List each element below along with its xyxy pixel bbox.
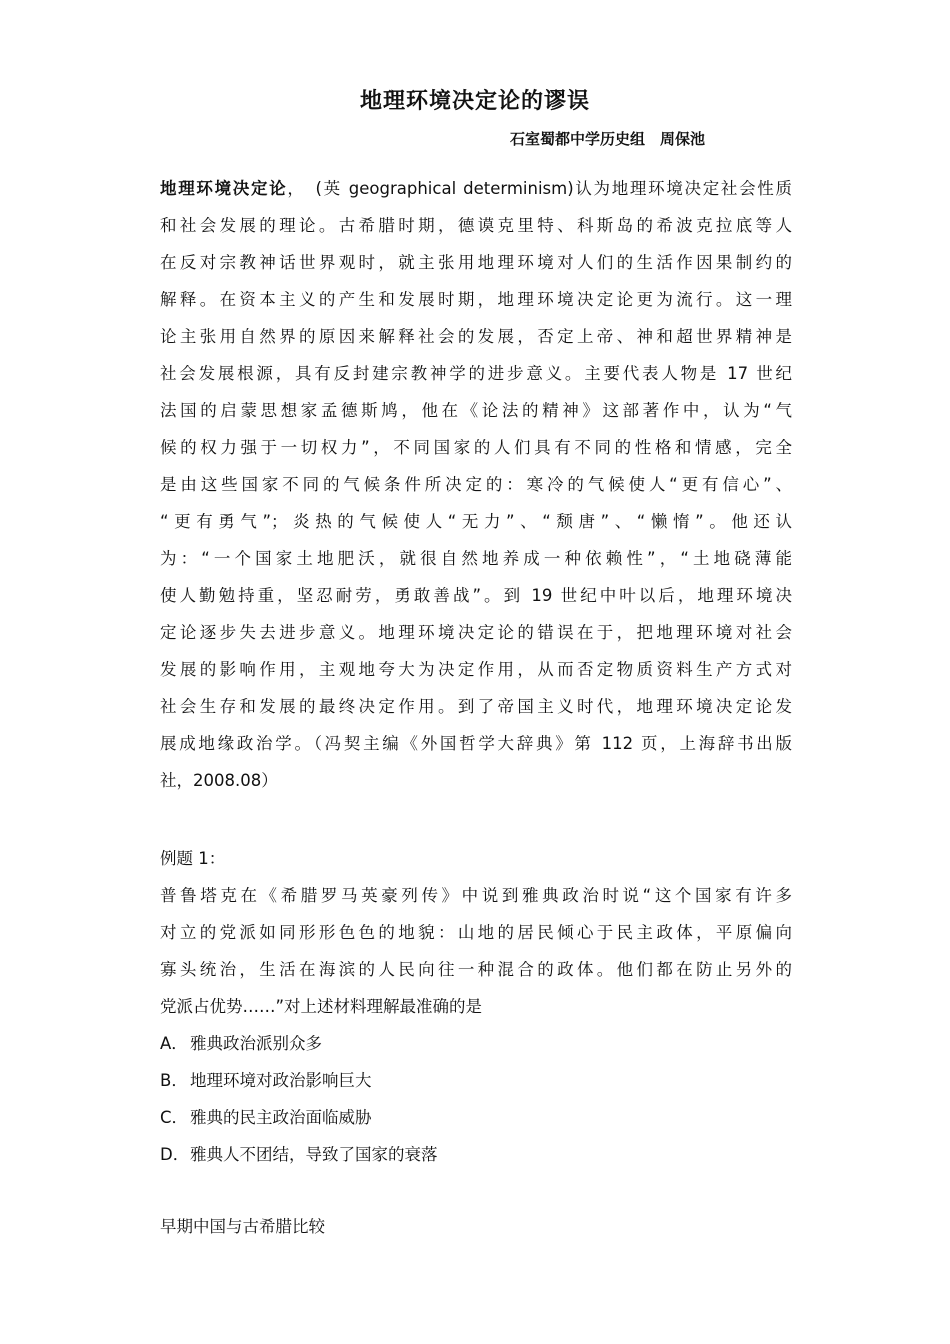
intro-term: 地理环境决定论: [160, 179, 288, 198]
intro-line-text: ， (英 geographical determinism)认为地理环境决定社会性质: [287, 179, 793, 198]
option-text: 雅典政治派别众多: [190, 1034, 322, 1053]
option-text: 雅典的民主政治面临威胁: [190, 1108, 372, 1127]
next-section-text: 早期中国与古希腊比较: [160, 1217, 325, 1236]
example-section: [160, 840, 792, 1173]
intro-line: 法国的启蒙思想家孟德斯鸠，他在《论法的精神》这部著作中，认为“气: [160, 401, 792, 420]
option-letter: B．: [160, 1071, 188, 1090]
intro-line: 候的权力强于一切权力”，不同国家的人们具有不同的性格和情感，完全: [160, 438, 792, 457]
option-text: 雅典人不团结，导致了国家的衰落: [190, 1145, 438, 1164]
intro-paragraph: [160, 170, 792, 799]
intro-line: “更有勇气”；炎热的气候使人“无力”、“颓唐”、“懒惰”。他还认: [160, 512, 792, 531]
intro-line: 社，2008.08）: [160, 771, 278, 790]
intro-line: 发展的影响作用，主观地夸大为决定作用，从而否定物质资料生产方式对: [160, 660, 792, 679]
document-title: 地理环境决定论的谬误: [359, 89, 590, 114]
question-line: 党派占优势……”对上述材料理解最准确的是: [160, 997, 483, 1016]
intro-line: 社会生存和发展的最终决定作用。到了帝国主义时代，地理环境决定论发: [160, 697, 792, 716]
option-letter: C．: [160, 1108, 189, 1127]
option-c: [160, 1099, 792, 1136]
intro-line: 和社会发展的理论。古希腊时期，德谟克里特、科斯岛的希波克拉底等人: [160, 216, 792, 235]
option-letter: D．: [160, 1145, 190, 1164]
intro-line: [160, 170, 792, 207]
question-line: 对立的党派如同形形色色的地貌：山地的居民倾心于民主政体，平原偏向: [160, 923, 792, 942]
intro-line: 使人勤勉持重，坚忍耐劳，勇敢善战”。到 19 世纪中叶以后，地理环境决: [160, 586, 792, 605]
intro-line: 是由这些国家不同的气候条件所决定的：寒冷的气候使人“更有信心”、: [160, 475, 792, 494]
intro-line: 解释。在资本主义的产生和发展时期，地理环境决定论更为流行。这一理: [160, 290, 792, 309]
next-section-heading: [160, 1208, 792, 1245]
option-b: [160, 1062, 792, 1099]
option-d: [160, 1136, 792, 1173]
intro-line: 展成地缘政治学。（冯契主编《外国哲学大辞典》第 112 页，上海辞书出版: [160, 734, 792, 753]
intro-line: 定论逐步失去进步意义。地理环境决定论的错误在于，把地理环境对社会: [160, 623, 792, 642]
option-letter: A．: [160, 1034, 188, 1053]
option-a: [160, 1025, 792, 1062]
intro-line: 论主张用自然界的原因来解释社会的发展，否定上帝、神和超世界精神是: [160, 327, 792, 346]
intro-line: 社会发展根源，具有反封建宗教神学的进步意义。主要代表人物是 17 世纪: [160, 364, 792, 383]
intro-line: 为：“一个国家土地肥沃，就很自然地养成一种依赖性”，“土地硗薄能: [160, 549, 792, 568]
example-heading: 例题 1：: [160, 849, 226, 868]
question-line: 普鲁塔克在《希腊罗马英豪列传》中说到雅典政治时说“这个国家有许多: [160, 886, 792, 905]
question-line: 寡头统治，生活在海滨的人民向往一种混合的政体。他们都在防止另外的: [160, 960, 792, 979]
intro-line: 在反对宗教神话世界观时，就主张用地理环境对人们的生活作因果制约的: [160, 253, 792, 272]
option-text: 地理环境对政治影响巨大: [190, 1071, 372, 1090]
author-line: 石室蜀都中学历史组 周保池: [510, 130, 706, 148]
